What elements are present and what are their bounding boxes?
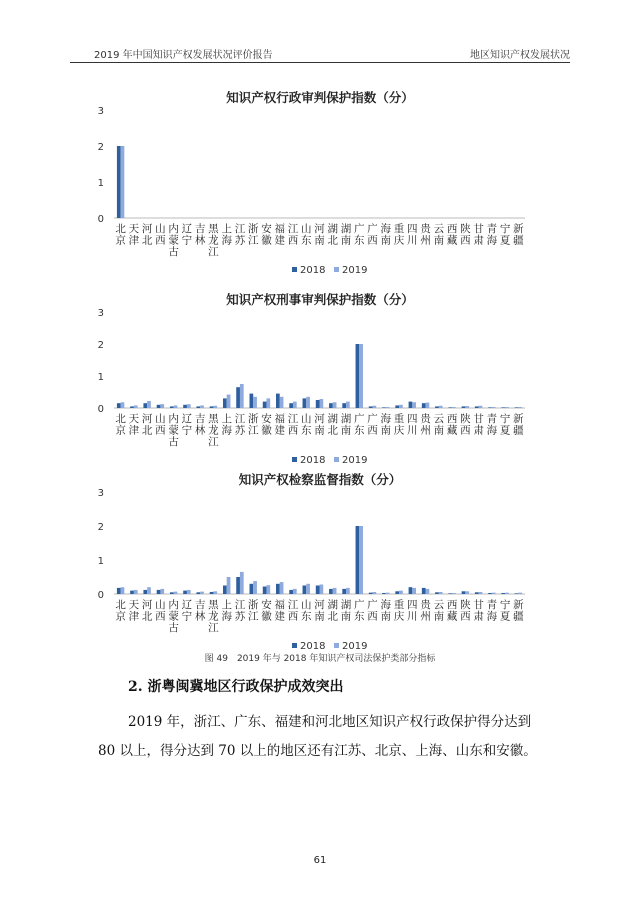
x-tick-label: 云南 — [433, 223, 445, 247]
bar-2018-云南 — [435, 592, 439, 594]
y-tick-label: 3 — [97, 488, 104, 499]
x-tick-label: 海南 — [380, 413, 392, 437]
x-tick-label: 重庆 — [393, 223, 405, 247]
bar-2019-宁夏 — [505, 407, 509, 408]
x-tick-label: 辽宁 — [181, 223, 193, 247]
y-tick-label: 1 — [97, 556, 104, 567]
x-tick-label: 北京 — [115, 223, 126, 247]
bar-2019-安徽 — [266, 398, 270, 408]
x-tick-label: 江西 — [287, 599, 299, 623]
chart-title: 知识产权检察监督指数（分） — [238, 472, 402, 487]
bar-2018-安徽 — [263, 402, 267, 408]
x-tick-label: 上海 — [221, 599, 232, 623]
x-tick-label: 广西 — [367, 413, 378, 437]
bar-2018-江西 — [289, 403, 293, 408]
x-tick-label: 甘肃 — [473, 413, 484, 437]
bar-2019-广西 — [373, 406, 377, 408]
x-tick-label: 甘肃 — [473, 599, 484, 623]
bar-2018-湖北 — [329, 589, 333, 594]
bar-2019-河南 — [320, 399, 324, 408]
bar-2018-湖南 — [342, 403, 346, 408]
bar-2018-河南 — [316, 586, 320, 595]
bar-2018-浙江 — [250, 584, 254, 594]
y-tick-label: 3 — [97, 308, 104, 319]
bar-2019-海南 — [386, 407, 390, 408]
x-tick-label: 湖南 — [340, 413, 352, 437]
bar-2019-贵州 — [426, 589, 430, 594]
legend-swatch-2019 — [334, 457, 339, 462]
x-tick-label: 四川 — [407, 223, 418, 247]
legend-label-2018: 2018 — [300, 455, 326, 466]
x-tick-label: 内蒙古 — [168, 223, 179, 258]
bar-2019-青海 — [492, 407, 496, 408]
bar-2019-江西 — [293, 589, 297, 594]
bar-2019-广西 — [373, 592, 377, 594]
x-tick-label: 云南 — [433, 413, 445, 437]
x-tick-label: 宁夏 — [499, 223, 511, 247]
bar-2018-甘肃 — [475, 406, 479, 408]
body-paragraph — [98, 708, 548, 766]
chart-title: 知识产权刑事审判保护指数（分） — [226, 292, 414, 307]
legend-label-2018: 2018 — [300, 265, 326, 276]
bar-2019-安徽 — [266, 585, 270, 594]
x-tick-label: 辽宁 — [181, 599, 193, 623]
x-tick-label: 陕西 — [460, 599, 471, 623]
bar-2018-上海 — [223, 586, 227, 595]
bar-2018-内蒙古 — [170, 592, 174, 594]
bar-2019-湖南 — [346, 402, 350, 408]
legend-swatch-2019 — [334, 643, 339, 648]
bar-2018-辽宁 — [183, 591, 187, 594]
bar-2018-贵州 — [422, 588, 426, 594]
bar-2018-青海 — [488, 407, 492, 408]
chart-criminal-trial — [0, 288, 640, 478]
bar-2019-山东 — [306, 584, 310, 594]
x-tick-label: 河南 — [314, 599, 325, 623]
x-tick-label: 青海 — [486, 599, 498, 623]
bar-2018-福建 — [276, 394, 280, 408]
bar-2019-内蒙古 — [174, 405, 178, 408]
x-tick-label: 重庆 — [393, 413, 405, 437]
x-tick-label: 山东 — [300, 413, 312, 437]
bar-2018-海南 — [382, 593, 386, 594]
bar-2018-山东 — [303, 398, 307, 408]
bar-2019-福建 — [280, 582, 284, 594]
bar-2019-广东 — [359, 526, 363, 594]
x-tick-label: 贵州 — [420, 599, 431, 623]
bar-2018-福建 — [276, 584, 280, 594]
body-paragraph-text: 2019 年，浙江、广东、福建和河北地区知识产权行政保护得分达到 80 以上，得分达到 70 以上的地区还有江苏、北京、上海、山东和安徽。 — [98, 714, 537, 759]
x-tick-label: 辽宁 — [181, 413, 193, 437]
bar-2018-河南 — [316, 400, 320, 408]
x-tick-label: 浙江 — [247, 223, 259, 247]
bar-2019-陕西 — [465, 591, 469, 594]
bar-2019-青海 — [492, 593, 496, 594]
x-tick-label: 安徽 — [261, 223, 272, 247]
bar-2018-河北 — [143, 403, 147, 408]
bar-2018-上海 — [223, 398, 227, 408]
bar-2019-广东 — [359, 344, 363, 408]
x-tick-label: 云南 — [433, 599, 445, 623]
x-tick-label: 江西 — [287, 223, 299, 247]
bar-2018-北京 — [117, 146, 121, 218]
x-tick-label: 湖南 — [340, 599, 352, 623]
bar-2019-黑龙江 — [213, 591, 217, 594]
bar-2018-云南 — [435, 406, 439, 408]
bar-2018-吉林 — [196, 592, 200, 594]
bar-2018-北京 — [117, 588, 121, 594]
bar-2018-江苏 — [236, 577, 240, 594]
bar-2019-江西 — [293, 402, 297, 408]
bar-2018-天津 — [130, 406, 134, 408]
x-tick-label: 湖北 — [327, 599, 339, 623]
bar-2019-西藏 — [452, 407, 456, 408]
bar-2019-湖北 — [333, 402, 337, 408]
x-tick-label: 西藏 — [446, 223, 458, 247]
bar-2019-北京 — [121, 402, 125, 408]
legend-swatch-2018 — [292, 643, 297, 648]
x-tick-label: 四川 — [407, 599, 418, 623]
bar-2018-重庆 — [395, 591, 399, 594]
bar-2019-山西 — [160, 589, 164, 594]
bar-2019-湖南 — [346, 588, 350, 594]
bar-2018-青海 — [488, 593, 492, 594]
bar-2019-河北 — [147, 587, 151, 594]
bar-2019-甘肃 — [479, 406, 483, 408]
x-tick-label: 新疆 — [513, 599, 524, 623]
bar-2019-福建 — [280, 397, 284, 408]
bar-2019-新疆 — [518, 593, 522, 594]
bar-2019-云南 — [439, 406, 443, 408]
bar-2018-湖南 — [342, 589, 346, 594]
x-tick-label: 山东 — [300, 223, 312, 247]
bar-2019-上海 — [227, 577, 231, 594]
legend-label-2018: 2018 — [300, 641, 326, 652]
x-tick-label: 青海 — [486, 413, 498, 437]
x-tick-label: 青海 — [486, 223, 498, 247]
bar-2018-陕西 — [462, 406, 466, 408]
bar-2018-四川 — [409, 587, 413, 594]
x-tick-label: 浙江 — [247, 413, 259, 437]
page-header — [70, 44, 570, 63]
bar-2018-河北 — [143, 590, 147, 594]
bar-2018-甘肃 — [475, 592, 479, 594]
y-tick-label: 2 — [97, 340, 104, 351]
bar-2018-安徽 — [263, 587, 267, 594]
bar-2019-山西 — [160, 404, 164, 408]
bar-2018-宁夏 — [501, 407, 505, 408]
x-tick-label: 黑龙江 — [208, 223, 219, 258]
x-tick-label: 西藏 — [446, 599, 458, 623]
legend-swatch-2018 — [292, 267, 297, 272]
legend-swatch-2018 — [292, 457, 297, 462]
x-tick-label: 上海 — [221, 223, 232, 247]
bar-2018-四川 — [409, 402, 413, 408]
x-tick-label: 广东 — [354, 599, 365, 623]
bar-2019-四川 — [412, 588, 416, 594]
x-tick-label: 海南 — [380, 599, 392, 623]
y-tick-label: 2 — [97, 142, 104, 153]
x-tick-label: 福建 — [274, 599, 285, 623]
x-tick-label: 安徽 — [261, 413, 272, 437]
figure-caption: 图 49 2019 年与 2018 年知识产权司法保护类部分指标 — [204, 654, 436, 664]
x-tick-label: 上海 — [221, 413, 232, 437]
x-tick-label: 陕西 — [460, 223, 471, 247]
bar-2018-新疆 — [515, 407, 519, 408]
x-tick-label: 吉林 — [194, 223, 206, 247]
x-tick-label: 福建 — [274, 413, 285, 437]
x-tick-label: 山西 — [155, 223, 166, 247]
bar-2018-湖北 — [329, 403, 333, 408]
bar-2018-江西 — [289, 590, 293, 594]
y-tick-label: 2 — [97, 522, 104, 533]
bar-2019-天津 — [134, 590, 138, 594]
bar-2019-浙江 — [253, 581, 257, 594]
x-tick-label: 陕西 — [460, 413, 471, 437]
x-tick-label: 黑龙江 — [208, 599, 219, 634]
bar-2019-辽宁 — [187, 404, 191, 408]
bar-2018-新疆 — [515, 593, 519, 594]
x-tick-label: 内蒙古 — [168, 413, 179, 448]
x-tick-label: 安徽 — [261, 599, 272, 623]
x-tick-label: 山东 — [300, 599, 312, 623]
legend-label-2019: 2019 — [342, 265, 368, 276]
x-tick-label: 浙江 — [247, 599, 259, 623]
legend-label-2019: 2019 — [342, 641, 368, 652]
bar-2018-北京 — [117, 403, 121, 408]
x-tick-label: 新疆 — [513, 223, 524, 247]
bar-2019-北京 — [121, 587, 125, 594]
bar-2019-北京 — [121, 146, 125, 218]
x-tick-label: 广西 — [367, 599, 378, 623]
x-tick-label: 吉林 — [194, 599, 206, 623]
bar-2019-上海 — [227, 395, 231, 408]
y-tick-label: 3 — [97, 106, 104, 117]
bar-2018-广东 — [356, 344, 360, 408]
x-tick-label: 广东 — [354, 223, 365, 247]
bar-2019-河北 — [147, 401, 151, 408]
bar-2019-吉林 — [200, 592, 204, 594]
bar-2018-吉林 — [196, 406, 200, 408]
bar-2019-山东 — [306, 397, 310, 408]
x-tick-label: 黑龙江 — [208, 413, 219, 448]
legend-label-2019: 2019 — [342, 455, 368, 466]
x-tick-label: 四川 — [407, 413, 418, 437]
bar-2019-黑龙江 — [213, 406, 217, 408]
x-tick-label: 重庆 — [393, 599, 405, 623]
x-tick-label: 山西 — [155, 599, 166, 623]
y-tick-label: 1 — [97, 178, 104, 189]
y-tick-label: 0 — [97, 214, 104, 225]
x-tick-label: 天津 — [128, 599, 140, 623]
x-tick-label: 河北 — [141, 413, 153, 437]
bar-2019-新疆 — [518, 407, 522, 408]
bar-2018-辽宁 — [183, 405, 187, 408]
bar-2019-重庆 — [399, 405, 403, 408]
x-tick-label: 河南 — [314, 413, 325, 437]
bar-2019-浙江 — [253, 397, 257, 408]
bar-2018-黑龙江 — [210, 406, 214, 408]
x-tick-label: 山西 — [155, 413, 166, 437]
legend-swatch-2019 — [334, 267, 339, 272]
bar-2019-云南 — [439, 592, 443, 594]
y-tick-label: 0 — [97, 590, 104, 601]
bar-2019-辽宁 — [187, 590, 191, 594]
bar-2018-海南 — [382, 407, 386, 408]
bar-2018-西藏 — [448, 593, 452, 594]
bar-2019-湖北 — [333, 588, 337, 594]
y-tick-label: 0 — [97, 404, 104, 415]
x-tick-label: 河北 — [141, 599, 153, 623]
x-tick-label: 广西 — [367, 223, 378, 247]
bar-2019-甘肃 — [479, 592, 483, 594]
x-tick-label: 湖北 — [327, 413, 339, 437]
bar-2018-山西 — [157, 405, 161, 408]
x-tick-label: 西藏 — [446, 413, 458, 437]
x-tick-label: 江苏 — [234, 223, 246, 247]
x-tick-label: 江苏 — [234, 413, 246, 437]
bar-2018-陕西 — [462, 591, 466, 594]
bar-2018-广西 — [369, 593, 373, 594]
x-tick-label: 广东 — [354, 413, 365, 437]
bar-2019-江苏 — [240, 384, 244, 408]
x-tick-label: 河北 — [141, 223, 153, 247]
bar-2018-广东 — [356, 526, 360, 594]
x-tick-label: 河南 — [314, 223, 325, 247]
bar-2019-内蒙古 — [174, 592, 178, 594]
bar-2019-西藏 — [452, 593, 456, 594]
bar-2019-四川 — [412, 402, 416, 408]
x-tick-label: 吉林 — [194, 413, 206, 437]
bar-2019-吉林 — [200, 405, 204, 408]
x-tick-label: 天津 — [128, 413, 140, 437]
y-tick-label: 1 — [97, 372, 104, 383]
x-tick-label: 贵州 — [420, 413, 431, 437]
header-section-title: 地区知识产权发展状况 — [470, 50, 570, 61]
chart-procuratorial-supervision — [0, 470, 640, 652]
x-tick-label: 北京 — [115, 599, 126, 623]
x-tick-label: 湖南 — [340, 223, 352, 247]
bar-2018-黑龙江 — [210, 592, 214, 594]
x-tick-label: 天津 — [128, 223, 140, 247]
bar-2018-西藏 — [448, 407, 452, 408]
chart-administrative-trial — [0, 80, 640, 285]
bar-2018-宁夏 — [501, 593, 505, 594]
bar-2018-广西 — [369, 406, 373, 408]
bar-2019-贵州 — [426, 403, 430, 408]
bar-2019-河南 — [320, 584, 324, 594]
x-tick-label: 北京 — [115, 413, 126, 437]
bar-2018-天津 — [130, 591, 134, 594]
bar-2018-贵州 — [422, 403, 426, 408]
bar-2018-山西 — [157, 590, 161, 594]
x-tick-label: 宁夏 — [499, 599, 511, 623]
bar-2019-陕西 — [465, 406, 469, 408]
x-tick-label: 海南 — [380, 223, 392, 247]
x-tick-label: 江西 — [287, 413, 299, 437]
x-tick-label: 湖北 — [327, 223, 339, 247]
bar-2018-重庆 — [395, 405, 399, 408]
chart-title: 知识产权行政审判保护指数（分） — [226, 90, 414, 105]
section-heading: 2. 浙粤闽冀地区行政保护成效突出 — [128, 679, 344, 695]
x-tick-label: 甘肃 — [473, 223, 484, 247]
bar-2019-宁夏 — [505, 593, 509, 594]
bar-2019-天津 — [134, 405, 138, 408]
page-number: 61 — [313, 855, 327, 866]
bar-2019-海南 — [386, 593, 390, 594]
bar-2019-江苏 — [240, 572, 244, 594]
bar-2018-浙江 — [250, 394, 254, 408]
header-report-title: 2019 年中国知识产权发展状况评价报告 — [94, 50, 273, 61]
x-tick-label: 贵州 — [420, 223, 431, 247]
bar-2019-重庆 — [399, 591, 403, 594]
x-tick-label: 福建 — [274, 223, 285, 247]
x-tick-label: 内蒙古 — [168, 599, 179, 634]
bar-2018-江苏 — [236, 387, 240, 408]
x-tick-label: 江苏 — [234, 599, 246, 623]
bar-2018-内蒙古 — [170, 406, 174, 408]
x-tick-label: 宁夏 — [499, 413, 511, 437]
bar-2018-山东 — [303, 586, 307, 595]
x-tick-label: 新疆 — [513, 413, 524, 437]
